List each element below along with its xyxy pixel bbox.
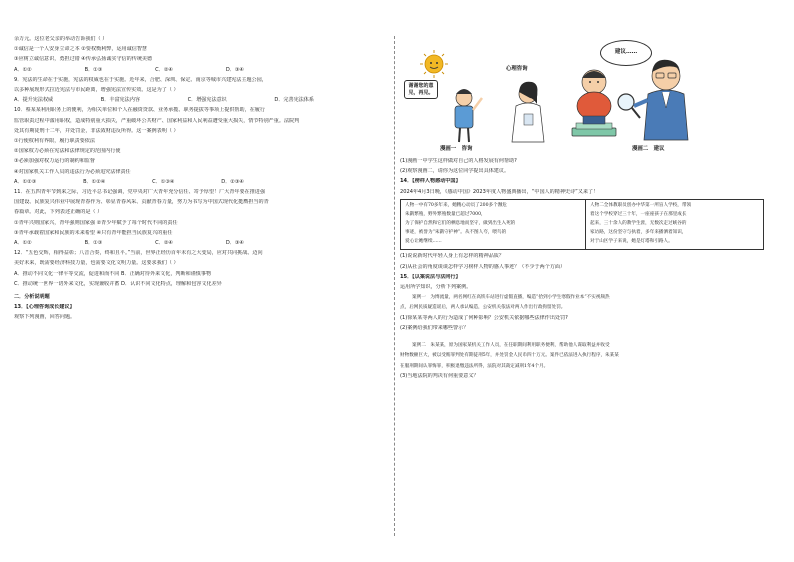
- q11-stem: 11．在五四青年节到来之际，习近平总书记强调，党中央对广大青年充分信任、寄予厚望！广大青年要在推进强: [14, 189, 265, 196]
- option[interactable]: D．③④: [225, 66, 244, 73]
- box-line: 人物二全体教职员创办中华第一所盲人学校，带领: [590, 202, 692, 208]
- q11-stem: 春篇章。对此，下列表述正确的是（ ）: [14, 209, 103, 216]
- q10-item: ①行使权利有界限，履行职责要依法: [14, 138, 95, 145]
- material-box-right: [586, 199, 764, 251]
- section-heading: 二．分析说明题: [14, 293, 50, 300]
- q9-stem: 以多种展现形式拉近宪法与市民距离，增强宪法宣传实效。这是为了（ ）: [14, 87, 179, 94]
- q10-stem: 监管职责过程中滥用职权，造成特别重大损失，严重破坏公共财产、国家利益和人民利益遭受重大损失，情节特别严重。法院判: [14, 117, 300, 124]
- q8-item: ①诚信是一个人安身立命之本 ②要权衡利弊，运用诚信智慧: [14, 46, 148, 53]
- q15-title: 15．【以案说法与法同行】: [400, 273, 461, 280]
- sun-icon: [420, 50, 448, 78]
- q12-stem: 美好未来，既需要经济科技力量，也需要文化文明力量。这要求我们（ ）: [14, 260, 179, 267]
- comic-caption: 漫画一 咨询: [440, 146, 473, 152]
- q15-subquestion: (3)当地法院的判决有何重要意义？: [400, 372, 479, 379]
- option[interactable]: D．③④: [225, 240, 244, 247]
- q15-subquestion: (2)案例给我们带来哪些警示？: [400, 324, 469, 331]
- q12-stem: 12．“五色交辉，相得益彰；八音合奏，终和且平。”当前，世界正经历百年未有之大变局，应对共同挑战、迈向: [14, 250, 263, 257]
- box-line: 事迹，被誉为“朱鹮守护神”。从不图人夸，喂鸟的: [405, 230, 507, 236]
- q11-item: ①青年兴则国家兴，青年强则国家强 ②青少年赋予了每个时代不同的责任: [14, 219, 178, 226]
- option[interactable]: A．①②: [14, 66, 32, 73]
- q11-item: ③青年承载着国家和民族的未来希望 ④只有青年能担当民族复兴的重任: [14, 229, 173, 236]
- comic-caption: 漫画二 建议: [632, 146, 665, 152]
- material-box-left: [400, 199, 586, 251]
- option[interactable]: D．完善宪法体系: [274, 97, 314, 104]
- box-line: 人物一中有70多年来，她精心动员了200多个濒危: [405, 202, 507, 208]
- option[interactable]: D．②③④: [221, 178, 244, 185]
- thought-cloud: 建议……: [600, 40, 652, 66]
- case-two-text: 案例二 朱某某，原为国家某机关工作人员，在任职期间利用职务便利，帮助他人谋取利益并收受: [412, 342, 610, 348]
- case-one-text: 案例一 为博流量，两名网红在高铁车站进行虚假直播，编造“拾到小学生寒假作业本”不实视频热: [412, 295, 610, 301]
- q11-options: [14, 240, 244, 247]
- q14-intro: 2024年4月3日晚，《感动中国》2023年度人物盛典播出，“中国人的精神史诗”又来了！: [400, 188, 599, 195]
- q13-title: 13．【心理咨询成长建议】: [14, 304, 75, 311]
- q10-stem: 处其有期徒刑十二年，并处罚金，非法敛财违反所得。这一案例表明（ ）: [14, 127, 179, 134]
- left-column: [14, 36, 386, 325]
- option[interactable]: C．增强宪法意识: [187, 97, 227, 104]
- teacher-figure: [634, 60, 688, 140]
- option[interactable]: B．①③: [84, 66, 103, 73]
- box-line: 家访路，这份坚守与执着，多年来播洒着知识，: [590, 230, 687, 236]
- scale-icon: [572, 123, 616, 136]
- q8-options: [14, 67, 244, 74]
- comic-strip: [400, 36, 778, 154]
- q14-title: 14．【榜样人物感动中国】: [400, 178, 461, 185]
- option[interactable]: B．①③: [84, 240, 103, 247]
- q10-item: ③必须加强对权力运行的制约和监督: [14, 158, 95, 165]
- q10-options: [14, 179, 244, 186]
- option[interactable]: A．①②: [14, 240, 32, 247]
- option[interactable]: C．②④: [155, 66, 173, 73]
- q10-item: ②国家权力必须在宪法和法律规定的范围内行使: [14, 148, 121, 155]
- q8-stem: 余万元。这位老父亲的举动告诉我们（ ）: [14, 36, 108, 42]
- q9-options: [14, 97, 314, 104]
- box-line: 朱鹮繁殖，野外繁殖数量已超过7000，: [405, 211, 486, 217]
- case-one-text: 点，后网民质疑造谣后，两人承认编造，公安机关依法对两人作出行政拘留处罚。: [400, 305, 566, 311]
- column-divider: [394, 36, 395, 536]
- case-two-text: 财物数额巨大，被以受贿罪判处有期徒刑5年，并处罚金人民币四十万元。案件已依法进入执行程序，朱某某: [400, 353, 619, 359]
- q15-subquestion: (1)徐某某等两人的行为造成了何种影响？公安机关依据哪些法律作出处罚?: [400, 314, 568, 321]
- q14-subquestion: (2)从社会的角度谈谈怎样学习榜样人物的感人事迹？（不少于两个方面）: [400, 263, 566, 270]
- q10-item: ④对国家机关工作人员的违法行为必须追究法律责任: [14, 168, 131, 175]
- box-line: 着这个学校穿过三十年，一座座孩子在那里成长: [590, 211, 687, 217]
- box-line: 对于山区学子来说，她是灯塔和引路人。: [590, 239, 673, 245]
- q15-intro: 运用所学知识，分析下列案例。: [400, 283, 472, 290]
- q13-instruction: 观察下列漫画，回答问题。: [14, 314, 76, 321]
- option[interactable]: B．①②④: [83, 178, 106, 185]
- q9-stem: 9．宪法的生命在于实施，宪法的权威也在于实施。近年来，合肥、深圳、保定、南京等城市兴建宪法主题公园，: [14, 76, 267, 83]
- right-column: [400, 36, 778, 383]
- q14-material-boxes: [400, 199, 778, 251]
- box-line: 为了保护自然和它们的栖息地而坚守，做到出生入死的: [405, 221, 516, 227]
- counselor-figure: [512, 82, 544, 142]
- q10-stem: 10．蔡某某利用职务上的便利，为相关单位和个人在融资贷款、业务承揽、职务提拔等事项上提供帮助，在履行: [14, 107, 265, 114]
- q14-subquestion: (1)说说新时代年轻人身上有怎样的精神品质？: [400, 253, 504, 260]
- option[interactable]: C．②④: [155, 240, 173, 247]
- chubby-student-figure: [577, 70, 611, 124]
- q12-option-line[interactable]: A．推动不同文化一律平等交流，促进和而不同 B．正确对待外来文化，判断和谨慎事物: [14, 270, 212, 277]
- box-line: 爱心让她继续……: [405, 239, 442, 245]
- q8-item: ③应树立诚信意识，勇担过错 ④传承弘扬诚实守信的传统美德: [14, 56, 153, 63]
- q12-option-line[interactable]: C．推动统一世界一切外来文化，实现兼收并蓄 D．认识不同文化特点，理解和包容文化差异: [14, 280, 222, 287]
- option[interactable]: B．丰富宪法内容: [100, 97, 140, 104]
- option[interactable]: A．提升宪法权威: [14, 97, 54, 104]
- option[interactable]: C．①③④: [152, 178, 175, 185]
- option[interactable]: A．①②③: [14, 178, 37, 185]
- comic-title: 心理咨询: [506, 66, 528, 72]
- student-figure: [455, 89, 482, 142]
- q13-subquestion: (2)观察漫画二，请你为这位同学提出具体建议。: [400, 168, 510, 175]
- speech-bubble: 谢谢您的意见，再见。: [404, 80, 438, 99]
- case-two-text: 在服刑期间认罪悔罪，积极退缴违法所得，法院对其裁定减刑1年4个月。: [400, 363, 549, 369]
- q13-subquestion: (1)漫画一中学生这样做对自己的人格发展有何帮助?: [400, 158, 517, 164]
- box-line: 起来，三十余人的教学生涯，无数次走过峡谷的: [590, 221, 687, 227]
- q11-stem: 国建设、民族复兴伟业中展现青春作为、彰显青春风采、贡献青春力量，努力为书写为中国式现代化挺膺担当的青: [14, 199, 269, 206]
